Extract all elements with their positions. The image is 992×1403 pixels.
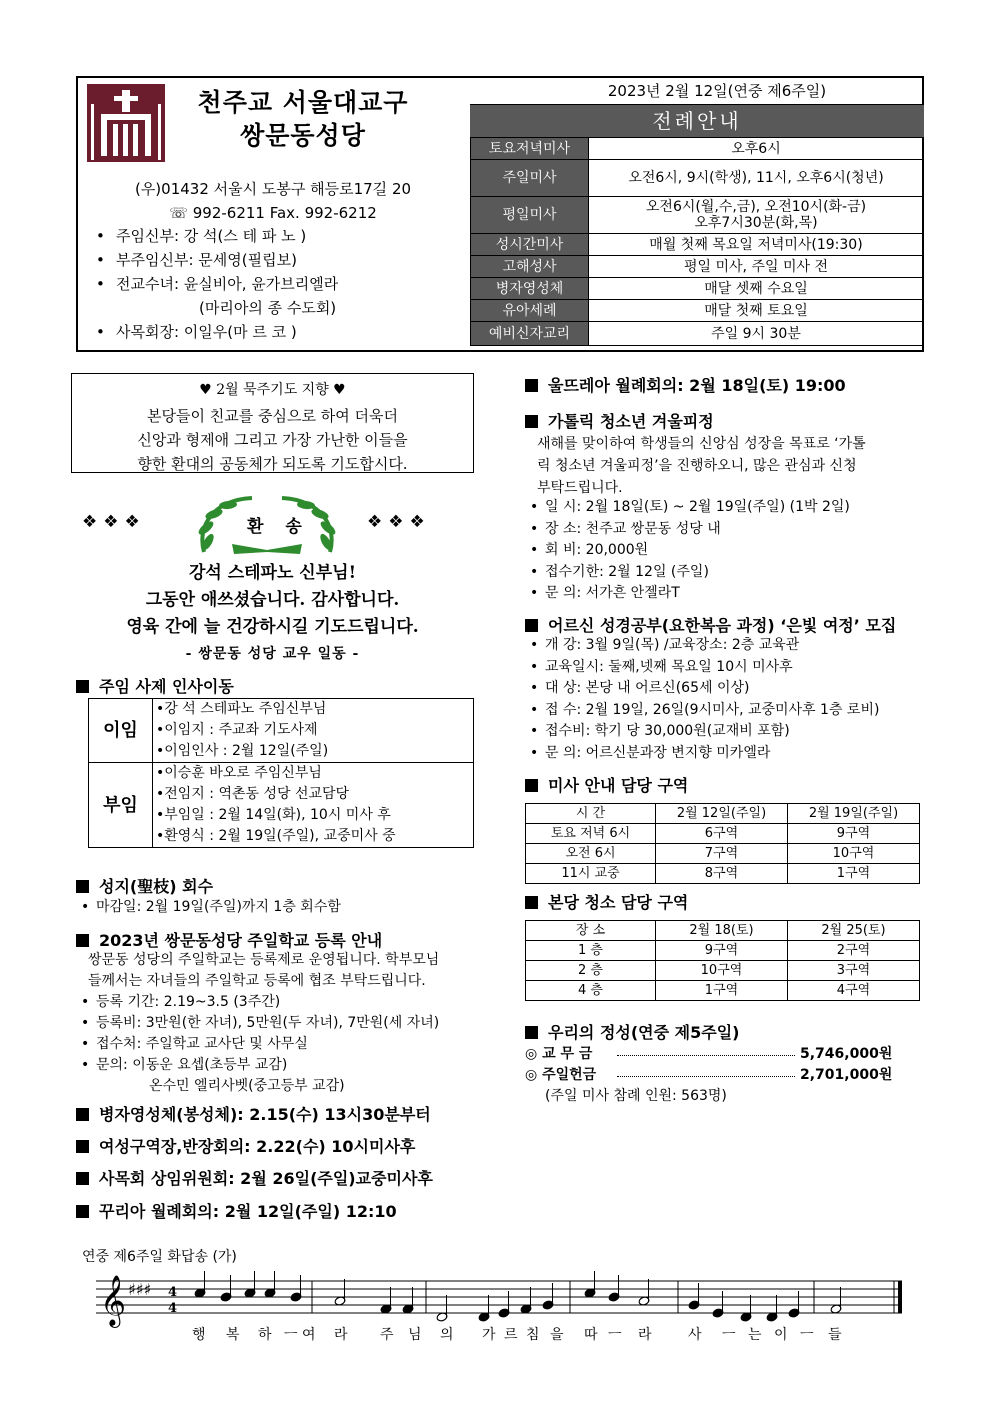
table-header-cell: 장 소: [526, 921, 656, 941]
lyric-syllable: 의: [440, 1327, 454, 1343]
lyric-syllable: ㅡ: [284, 1327, 298, 1343]
section-heading-sunday-school: [76, 928, 382, 951]
square-bullet-icon: [76, 1108, 89, 1121]
notice-council-meeting: [76, 1166, 433, 1189]
square-bullet-icon: [76, 1172, 89, 1185]
list-item: • 교육일시: 둘째,넷째 목요일 10시 미사후: [525, 657, 879, 679]
cleaning-table: [525, 920, 920, 1001]
table-row: [526, 981, 920, 1001]
transfer-line: •이임지 : 주교좌 기도사제: [156, 722, 318, 738]
list-item: • 문 의: 서가흔 안젤라T: [525, 583, 850, 605]
table-cell: 오전 6시: [526, 844, 656, 864]
transfer-label-leave: 이임: [89, 699, 153, 763]
liturgy-row: [471, 322, 924, 346]
farewell-banner: [82, 492, 467, 558]
table-cell: 11시 교중: [526, 864, 656, 884]
table-row: [526, 941, 920, 961]
table-header-row: [526, 804, 920, 824]
table-cell: 9구역: [788, 824, 920, 844]
table-header-cell: 시 간: [526, 804, 656, 824]
lyric-syllable: ㅡ: [608, 1327, 622, 1343]
farewell-line: 강석 스테파노 신부님!: [188, 563, 357, 583]
liturgy-value-line2: 오후7시30분(화,목): [694, 215, 818, 231]
square-bullet-icon: [525, 896, 538, 909]
table-cell: 9구역: [656, 941, 788, 961]
offering-label: ◎ 교 무 금: [525, 1046, 593, 1062]
liturgy-row: [471, 138, 924, 160]
square-bullet-icon: [76, 1140, 89, 1153]
transfer-line: •부임일 : 2월 14일(화), 10시 미사 후: [156, 807, 391, 823]
liturgy-table: [470, 137, 924, 346]
liturgy-label: 주일미사: [471, 160, 589, 197]
liturgy-value: [589, 197, 924, 234]
liturgy-value: 매달 첫째 토요일: [589, 300, 924, 322]
lyric-syllable: 복: [226, 1327, 240, 1343]
lyric-syllable: 주: [380, 1327, 394, 1343]
liturgy-label: 예비신자교리: [471, 322, 589, 346]
youth-camp-list: [525, 497, 850, 605]
priest-transfer-table: [88, 698, 474, 848]
section-title: 미사 안내 담당 구역: [548, 776, 689, 795]
liturgy-value: 평일 미사, 주일 미사 전: [589, 256, 924, 278]
square-bullet-icon: [525, 379, 538, 392]
notice-women-meeting: [76, 1134, 415, 1157]
table-header-cell: 2월 12일(주일): [656, 804, 788, 824]
liturgy-label: 성시간미사: [471, 234, 589, 256]
liturgy-value: 매월 첫째 목요일 저녁미사(19:30): [589, 234, 924, 256]
liturgy-label: 유아세례: [471, 300, 589, 322]
palm-list: [76, 896, 341, 918]
lyric-syllable: 님: [408, 1327, 422, 1343]
list-item: • 일 시: 2월 18일(토) ~ 2월 19일(주일) (1박 2일): [525, 497, 850, 519]
table-cell: 10구역: [788, 844, 920, 864]
treble-clef-icon: 𝄞: [100, 1275, 127, 1326]
staff-sisters-order: (마리아의 종 수도회): [199, 299, 337, 317]
lyric-syllable: 사: [688, 1327, 702, 1343]
notice-communion-sick: [76, 1102, 431, 1125]
table-cell: 1 층: [526, 941, 656, 961]
church-name-line2: 쌍문동성당: [240, 121, 366, 150]
square-bullet-icon: [76, 1205, 89, 1218]
section-title: 우리의 정성(연중 제5주일): [548, 1023, 740, 1042]
church-name: [178, 86, 428, 152]
list-item: • 접 수: 2월 19일, 26일(9시미사, 교중미사후 1층 로비): [525, 700, 879, 722]
square-bullet-icon: [525, 619, 538, 632]
table-header-row: [526, 921, 920, 941]
list-item: • 회 비: 20,000원: [525, 540, 850, 562]
section-heading-bible-study: [525, 613, 896, 636]
offering-row: [525, 1065, 893, 1086]
liturgy-row: [471, 234, 924, 256]
bible-study-list: [525, 635, 879, 764]
section-title: 주임 사제 인사이동: [99, 677, 234, 696]
section-heading-offering: [525, 1020, 739, 1043]
liturgy-value: 오후6시: [589, 138, 924, 160]
church-phone: ☏ 992-6211 Fax. 992-6212: [169, 204, 377, 222]
section-heading-mass-duty: [525, 773, 688, 796]
table-cell: 2구역: [788, 941, 920, 961]
table-row: [526, 961, 920, 981]
farewell-word: 환 송: [247, 517, 310, 537]
liturgy-label: 토요저녁미사: [471, 138, 589, 160]
sunday-school-description: [88, 950, 439, 992]
table-cell: 4구역: [788, 981, 920, 1001]
lyric-syllable: ㅡ: [722, 1327, 736, 1343]
paragraph-line: 쌍문동 성당의 주일학교는 등록제로 운영됩니다. 학부모님: [88, 952, 440, 968]
liturgy-title: 전례안내: [470, 104, 924, 137]
church-info: [78, 78, 468, 350]
mass-duty-table: [525, 803, 920, 884]
lyric-syllable: 이: [774, 1327, 788, 1343]
notice-text: 사목회 상임위원회: 2월 26일(주일)교중미사후: [99, 1169, 433, 1188]
notice-text: 울뜨레아 월례회의: 2월 18일(토) 19:00: [548, 376, 846, 395]
liturgy-value: 주일 9시 30분: [589, 322, 924, 346]
notice-ultreya: [525, 373, 846, 396]
section-title: 가톨릭 청소년 겨울피정: [548, 412, 714, 431]
transfer-details-arrive: [153, 763, 474, 848]
table-cell: 2 층: [526, 961, 656, 981]
liturgy-row: [471, 300, 924, 322]
lyric-syllable: 르: [504, 1327, 518, 1343]
section-heading-palm: [76, 874, 213, 897]
table-header-cell: 2월 18(토): [656, 921, 788, 941]
rosary-intention-line: 본당들이 친교를 중심으로 하여 더욱더: [147, 407, 398, 425]
list-item: • 장 소: 천주교 쌍문동 성당 내: [525, 519, 850, 541]
table-cell: 4 층: [526, 981, 656, 1001]
staff-sisters: • 전교수녀: 윤실비아, 윤가브리엘라: [94, 272, 338, 296]
transfer-row-leave: [89, 699, 474, 763]
square-bullet-icon: [525, 1026, 538, 1039]
transfer-label-arrive: 부임: [89, 763, 153, 848]
section-title: 어르신 성경공부(요한복음 과정) ‘은빛 여정’ 모집: [548, 616, 897, 635]
square-bullet-icon: [525, 779, 538, 792]
offering-label: ◎ 주일헌금: [525, 1067, 597, 1083]
list-item: • 문 의: 어르신분과장 변지향 미카엘라: [525, 743, 879, 765]
lyric-syllable: 여: [302, 1327, 316, 1343]
youth-camp-description: [537, 433, 866, 499]
rosary-intention-box: [71, 373, 474, 473]
transfer-line: •강 석 스테파노 주임신부님: [156, 701, 327, 717]
transfer-row-arrive: [89, 763, 474, 848]
liturgy-value-line1: 오전6시(월,수,금), 오전10시(화-금): [645, 199, 867, 215]
lyric-syllable: 행: [192, 1327, 206, 1343]
farewell-line: 영육 간에 늘 건강하시길 기도드립니다.: [126, 617, 419, 637]
paragraph-line: 새해를 맞이하여 학생들의 신앙심 성장을 목표로 ‘가톨: [537, 436, 866, 452]
lyric-syllable: 는: [748, 1327, 762, 1343]
list-item: • 마감일: 2월 19일(주일)까지 1층 회수함: [76, 896, 341, 918]
list-item: 온수민 엘리사벳(중고등부 교감): [149, 1078, 345, 1094]
church-logo: [87, 84, 165, 162]
table-cell: 10구역: [656, 961, 788, 981]
liturgy-label: 평일미사: [471, 197, 589, 234]
farewell-line: 그동안 애쓰셨습니다. 감사합니다.: [145, 590, 400, 610]
leader-dots: [617, 1055, 795, 1056]
liturgy-label: 병자영성체: [471, 278, 589, 300]
church-address: (우)01432 서울시 도봉구 해등로17길 20: [134, 180, 412, 198]
table-header-cell: 2월 19일(주일): [788, 804, 920, 824]
table-row: [526, 864, 920, 884]
offering-row: [525, 1044, 893, 1065]
lyric-syllable: 침: [526, 1327, 540, 1343]
staff-list: [94, 224, 338, 344]
notice-curia-meeting: [76, 1199, 397, 1222]
lyric-syllable: 라: [638, 1327, 652, 1343]
table-cell: 1구역: [788, 864, 920, 884]
notice-text: 병자영성체(봉성체): 2.15(수) 13시30분부터: [99, 1105, 431, 1124]
diamond-ornament-left: ❖❖❖: [82, 512, 146, 532]
farewell-message: [71, 560, 474, 668]
farewell-signature: - 쌍문동 성당 교우 일동 -: [185, 646, 360, 662]
lyric-syllable: 을: [550, 1327, 564, 1343]
notice-text: 꾸리아 월례회의: 2월 12일(주일) 12:10: [99, 1202, 397, 1221]
bulletin-date: 2023년 2월 12일(연중 제6주일): [607, 82, 827, 100]
transfer-details-leave: [153, 699, 474, 763]
time-signature: 4: [168, 1285, 178, 1300]
liturgy-row: [471, 256, 924, 278]
liturgy-value: 오전6시, 9시(학생), 11시, 오후6시(청년): [589, 160, 924, 197]
liturgy-row: [471, 278, 924, 300]
lyric-syllable: 라: [334, 1327, 348, 1343]
table-row: [526, 824, 920, 844]
table-row: [526, 844, 920, 864]
table-header-cell: 2월 25(토): [788, 921, 920, 941]
table-cell: 토요 저녁 6시: [526, 824, 656, 844]
section-title: 본당 청소 담당 구역: [548, 893, 689, 912]
list-item: • 등록 기간: 2.19~3.5 (3주간): [76, 992, 439, 1013]
lyric-syllable: 가: [482, 1327, 496, 1343]
rosary-intention-line: 신앙과 형제애 그리고 가장 가난한 이들을: [137, 431, 408, 449]
lyric-syllable: 따: [584, 1327, 598, 1343]
transfer-line: •이승훈 바오로 주임신부님: [156, 765, 322, 781]
staff-council-president: • 사목회장: 이일우(마 르 코 ): [94, 320, 338, 344]
leader-dots: [617, 1076, 795, 1077]
paragraph-line: 들께서는 자녀들의 주일학교 등록에 협조 부탁드립니다.: [88, 973, 426, 989]
table-cell: 1구역: [656, 981, 788, 1001]
church-name-line1: 천주교 서울대교구: [197, 88, 409, 117]
square-bullet-icon: [76, 680, 89, 693]
paragraph-line: 부탁드립니다.: [537, 480, 623, 496]
sharp-icon: ♯♯♯: [128, 1280, 152, 1299]
offering-summary: [525, 1044, 893, 1107]
list-item: • 개 강: 3월 9일(목) /교육장소: 2층 교육관: [525, 635, 879, 657]
section-title: 성지(聖枝) 회수: [99, 877, 214, 896]
list-item: • 문의: 이동운 요셉(초등부 교감): [76, 1055, 439, 1076]
section-heading-youth-camp: [525, 409, 714, 432]
transfer-line: •환영식 : 2월 19일(주일), 교중미사 중: [156, 828, 396, 844]
liturgy-row: [471, 197, 924, 234]
lyric-syllable: 들: [828, 1327, 842, 1343]
diamond-ornament-right: ❖❖❖: [367, 512, 431, 532]
lyric-syllable: 하: [258, 1327, 272, 1343]
staff-assistant: • 부주임신부: 문세영(필립보): [94, 248, 338, 272]
list-item: • 접수비: 학기 당 30,000원(교재비 포함): [525, 721, 879, 743]
staff-pastor: • 주임신부: 강 석(스 테 파 노 ): [94, 224, 338, 248]
liturgy-value: 매달 셋째 수요일: [589, 278, 924, 300]
square-bullet-icon: [76, 934, 89, 947]
offering-note: (주일 미사 참례 인원: 563명): [545, 1088, 727, 1104]
list-item: • 접수기한: 2월 12일 (주일): [525, 562, 850, 584]
list-item: • 등록비: 3만원(한 자녀), 5만원(두 자녀), 7만원(세 자녀): [76, 1013, 439, 1034]
rosary-intention-line: 향한 환대의 공동체가 되도록 기도합시다.: [137, 455, 408, 473]
section-heading-transfer: [76, 674, 234, 697]
liturgy-label: 고해성사: [471, 256, 589, 278]
table-cell: 7구역: [656, 844, 788, 864]
offering-amount: 5,746,000원: [800, 1046, 893, 1062]
section-title: 2023년 쌍문동성당 주일학교 등록 안내: [99, 931, 383, 950]
offering-amount: 2,701,000원: [800, 1067, 893, 1083]
table-cell: 3구역: [788, 961, 920, 981]
table-cell: 8구역: [656, 864, 788, 884]
transfer-line: •전임지 : 역촌동 성당 선교담당: [156, 786, 350, 802]
section-heading-cleaning: [525, 890, 688, 913]
list-item: • 접수처: 주일학교 교사단 및 사무실: [76, 1034, 439, 1055]
notice-text: 여성구역장,반장회의: 2.22(수) 10시미사후: [99, 1137, 416, 1156]
list-item: • 대 상: 본당 내 어르신(65세 이상): [525, 678, 879, 700]
sunday-school-list: [76, 992, 439, 1097]
bulletin-header: [76, 76, 924, 352]
paragraph-line: 릭 청소년 겨울피정’을 진행하오니, 많은 관심과 신청: [537, 458, 857, 474]
transfer-line: •이임인사 : 2월 12일(주일): [156, 743, 329, 759]
square-bullet-icon: [525, 415, 538, 428]
table-cell: 6구역: [656, 824, 788, 844]
square-bullet-icon: [76, 880, 89, 893]
psalm-title: 연중 제6주일 화답송 (가): [82, 1249, 237, 1265]
time-signature: 4: [168, 1301, 178, 1316]
psalm-lyrics: [0, 1324, 992, 1344]
rosary-intention-title: ♥ 2월 묵주기도 지향 ♥: [199, 382, 346, 398]
liturgy-row: [471, 160, 924, 197]
lyric-syllable: ㅡ: [800, 1327, 814, 1343]
